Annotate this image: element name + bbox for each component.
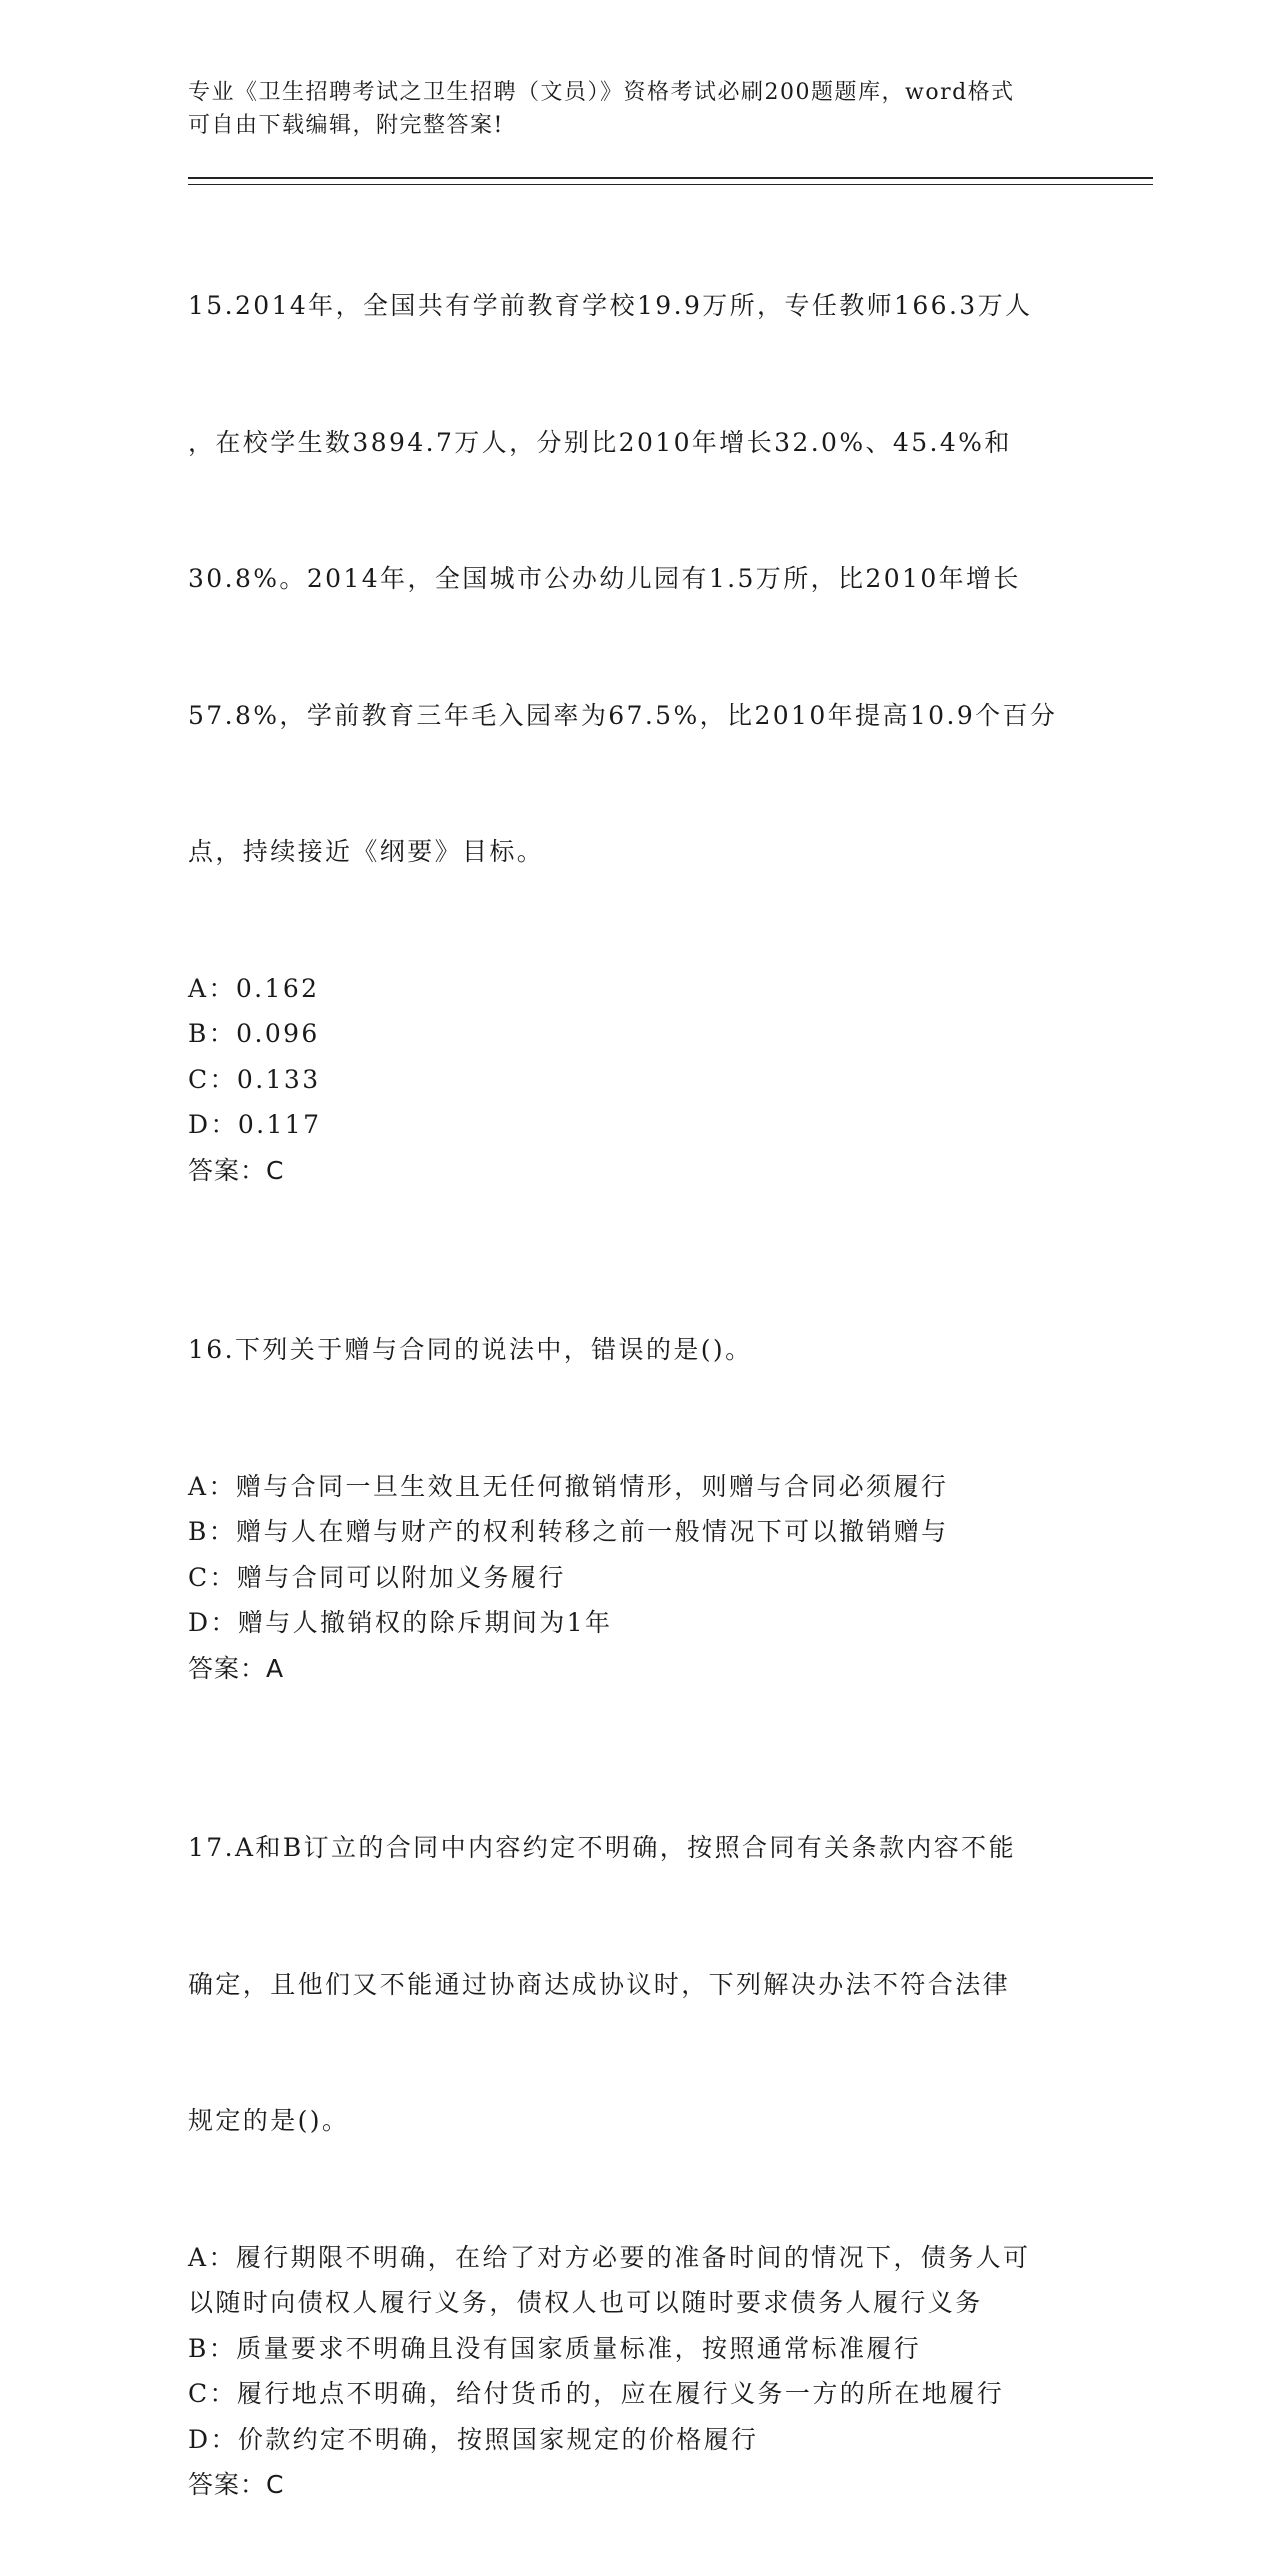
question-stem — [188, 192, 1088, 966]
stem-line: 规定的是()。 — [188, 2106, 350, 2135]
question-stem — [188, 1734, 1088, 2235]
question-15 — [188, 192, 1088, 1193]
question-17 — [188, 1734, 1088, 2508]
header-divider-thin — [188, 184, 1153, 185]
answer-label: 答案：C — [188, 2470, 285, 2499]
stem-line: ，在校学生数3894.7万人，分别比2010年增长32.0%、45.4%和 — [188, 427, 1012, 457]
answer-label: 答案：C — [188, 1155, 285, 1185]
option-d: D：价款约定不明确，按照国家规定的价格履行 — [188, 2424, 759, 2454]
option-a: A：履行期限不明确，在给了对方必要的准备时间的情况下，债务人可 — [188, 2242, 1031, 2272]
header-divider-thick — [188, 177, 1153, 179]
stem-line: 点，持续接近《纲要》目标。 — [188, 837, 545, 866]
question-list — [188, 192, 1088, 2551]
question-16 — [188, 1236, 1088, 1691]
stem-line: 57.8%，学前教育三年毛入园率为67.5%，比2010年提高10.9个百分 — [188, 700, 1058, 730]
question-stem — [188, 1236, 1088, 1464]
option-c: C：赠与合同可以附加义务履行 — [188, 1562, 566, 1592]
option-b: B：质量要求不明确且没有国家质量标准，按照通常标准履行 — [188, 2333, 922, 2363]
option-c: C：履行地点不明确，给付货币的，应在履行义务一方的所在地履行 — [188, 2379, 1005, 2408]
option-c: C：0.133 — [188, 1064, 321, 1094]
stem-line: 确定，且他们又不能通过协商达成协议时，下列解决办法不符合法律 — [188, 1969, 1011, 1999]
stem-line: 15.2014年，全国共有学前教育学校19.9万所，专任教师166.3万人 — [188, 291, 1033, 320]
option-a: A：0.162 — [188, 973, 320, 1003]
stem-line: 17.A和B订立的合同中内容约定不明确，按照合同有关条款内容不能 — [188, 1833, 1016, 1862]
option-a-continued: 以随时向债权人履行义务，债权人也可以随时要求债务人履行义务 — [188, 2288, 983, 2317]
option-b: B：赠与人在赠与财产的权利转移之前一般情况下可以撤销赠与 — [188, 1517, 949, 1546]
document-header — [188, 76, 1068, 142]
stem-line: 30.8%。2014年，全国城市公办幼儿园有1.5万所，比2010年增长 — [188, 564, 1021, 593]
option-d: D：赠与人撤销权的除斥期间为1年 — [188, 1608, 613, 1637]
header-line-2: 可自由下载编辑，附完整答案! — [188, 113, 504, 138]
answer-label: 答案：A — [188, 1653, 285, 1683]
stem-line: 16.下列关于赠与合同的说法中，错误的是()。 — [188, 1335, 753, 1364]
option-a: A：赠与合同一旦生效且无任何撤销情形，则赠与合同必须履行 — [188, 1471, 949, 1501]
option-d: D：0.117 — [188, 1110, 322, 1139]
option-b: B：0.096 — [188, 1019, 320, 1048]
header-line-1: 专业《卫生招聘考试之卫生招聘（文员）》资格考试必刷200题题库，word格式 — [188, 80, 1015, 105]
